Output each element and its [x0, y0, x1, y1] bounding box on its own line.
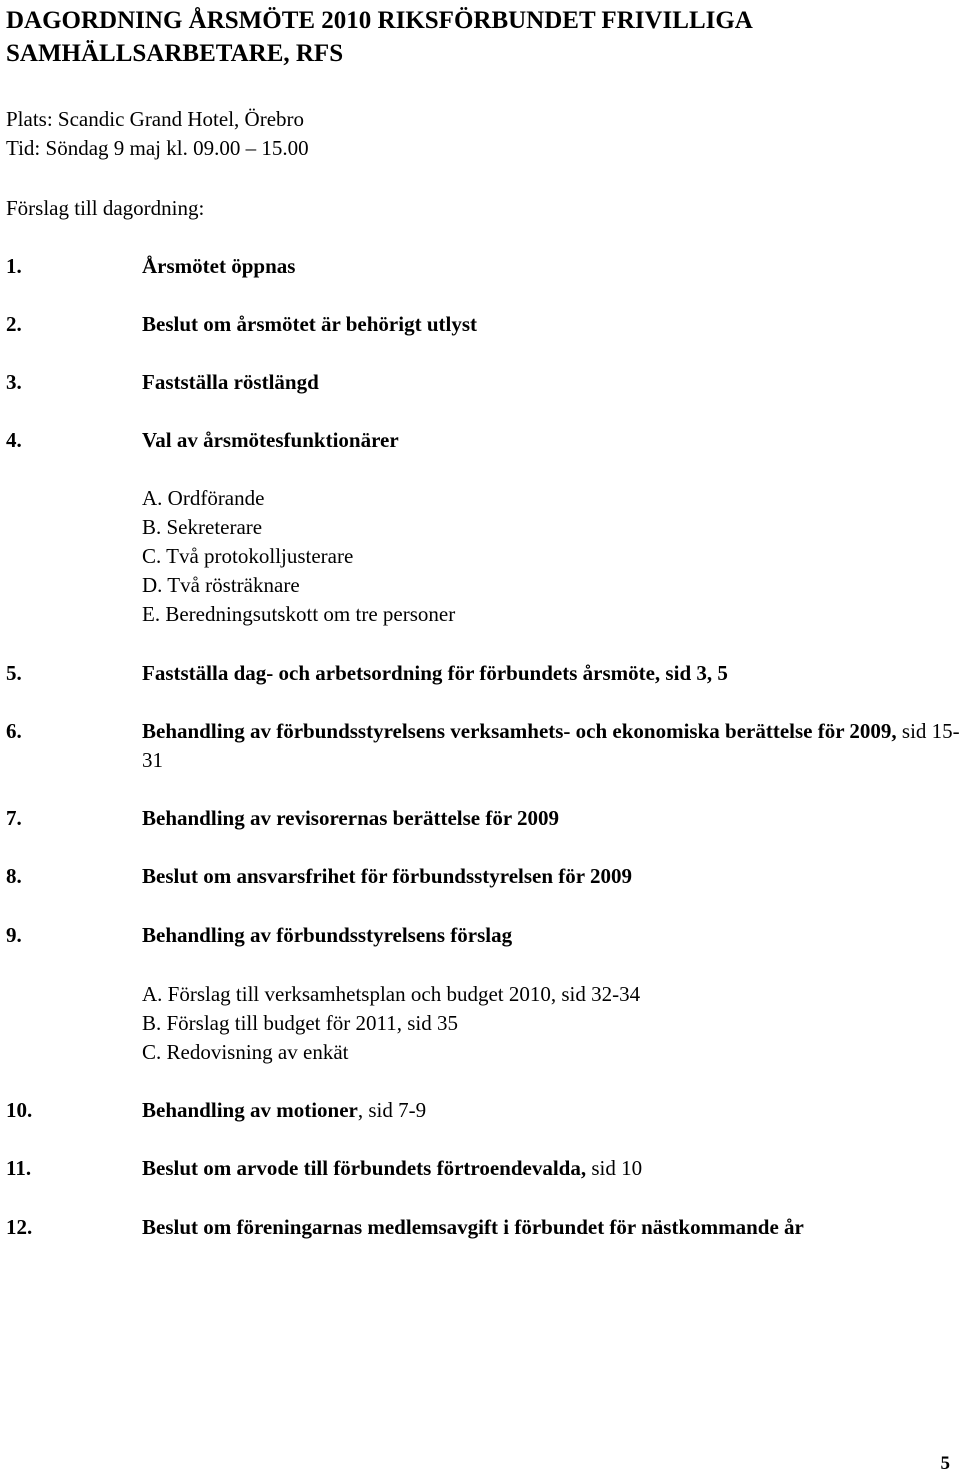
item-number: 10. [6, 1098, 33, 1122]
sub-item: B. Förslag till budget för 2011, sid 35 [142, 1011, 458, 1035]
item-number: 4. [6, 428, 22, 452]
item-text: Fastställa röstlängd [142, 370, 319, 394]
sub-item: D. Två rösträknare [142, 573, 300, 597]
item-number: 1. [6, 254, 22, 278]
item-text: Behandling av förbundsstyrelsens förslag [142, 923, 513, 947]
item-text: Behandling av revisorernas berättelse för 2009 [142, 806, 560, 830]
meeting-place: Plats: Scandic Grand Hotel, Örebro [6, 107, 305, 131]
item-text-bold: Behandling av motioner [142, 1098, 358, 1122]
item-text-ref: sid 10 [586, 1156, 643, 1180]
item-text-bold: Beslut om arvode till förbundets förtroendevalda, [142, 1156, 587, 1180]
item-text: Fastställa dag- och arbetsordning för förbundets årsmöte, sid 3, 5 [142, 661, 728, 685]
item-text: Val av årsmötesfunktionärer [142, 428, 399, 452]
item-number: 2. [6, 312, 22, 336]
item-number: 3. [6, 370, 22, 394]
sub-item: E. Beredningsutskott om tre personer [142, 602, 456, 626]
item-text-ref: , sid 7-9 [357, 1098, 427, 1122]
meeting-time: Tid: Söndag 9 maj kl. 09.00 – 15.00 [6, 136, 309, 160]
item-text [142, 717, 960, 775]
item-number: 11. [6, 1156, 32, 1180]
sub-item: C. Två protokolljusterare [142, 544, 354, 568]
item-number: 12. [6, 1215, 33, 1239]
sub-item: A. Förslag till verksamhetsplan och budget 2010, sid 32-34 [142, 982, 641, 1006]
item-text: Årsmötet öppnas [142, 254, 296, 278]
item-number: 6. [6, 719, 22, 743]
document-title: DAGORDNING ÅRSMÖTE 2010 RIKSFÖRBUNDET FRIVILLIGA SAMHÄLLSARBETARE, RFS [6, 7, 752, 67]
sub-item: B. Sekreterare [142, 515, 263, 539]
item-text-bold: Behandling av förbundsstyrelsens verksamhets- och ekonomiska berättelse för 2009, [142, 719, 897, 743]
item-number: 5. [6, 661, 22, 685]
item-text [142, 1154, 960, 1183]
sub-item: A. Ordförande [142, 486, 265, 510]
item-text: Beslut om ansvarsfrihet för förbundsstyrelsen för 2009 [142, 864, 632, 888]
item-number: 7. [6, 806, 22, 830]
item-text [142, 1096, 960, 1125]
item-text-ref: sid 15-31 [142, 719, 960, 772]
item-text: Beslut om årsmötet är behörigt utlyst [142, 312, 477, 336]
sub-item: C. Redovisning av enkät [142, 1040, 349, 1064]
item-number: 9. [6, 923, 22, 947]
item-text: Beslut om föreningarnas medlemsavgift i förbundet för nästkommande år [142, 1215, 804, 1239]
item-number: 8. [6, 864, 22, 888]
proposal-heading: Förslag till dagordning: [6, 196, 205, 220]
page-number: 5 [940, 1453, 950, 1474]
